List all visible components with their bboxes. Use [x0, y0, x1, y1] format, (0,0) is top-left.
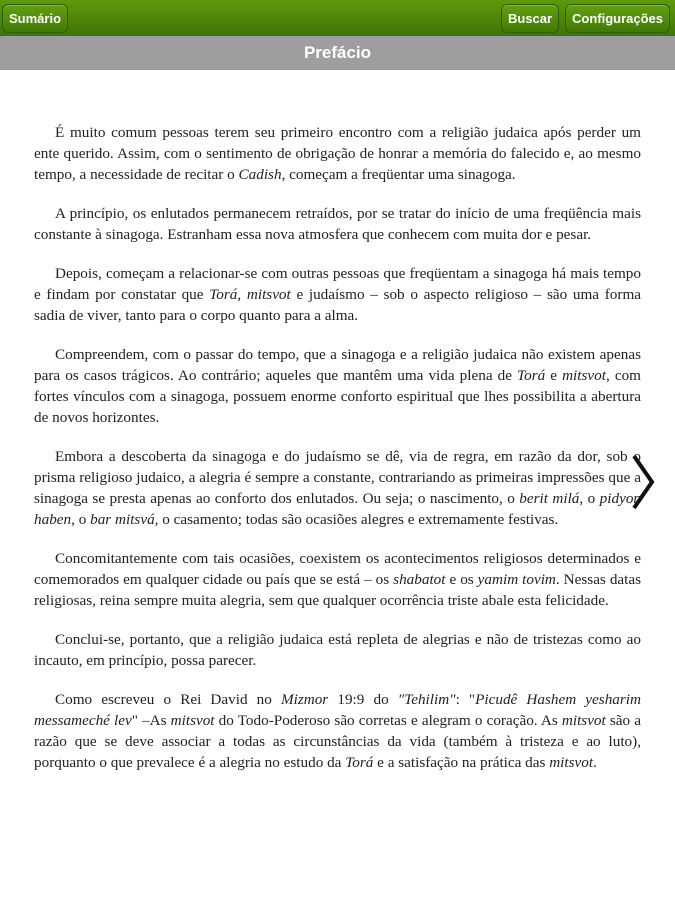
- text-run: , começam a freqüentar uma sinagoga.: [281, 166, 516, 183]
- text-run: , o casamento; todas são ocasiões alegres e extremamente festivas.: [154, 511, 559, 528]
- italic-term: yamim tovim: [477, 571, 556, 588]
- text-run: são a razão que se deve associar a todas as circunstâncias da vida (também à tristeza e ao luto), porquanto o que prevalece é a alegria no estudo da: [34, 712, 641, 771]
- settings-button[interactable]: Configurações: [565, 4, 670, 33]
- top-toolbar: [0, 0, 675, 36]
- italic-term: shabatot: [393, 571, 446, 588]
- text-run: do Todo-Poderoso são corretas e alegram o coração. As: [214, 712, 562, 729]
- paragraph: [34, 122, 641, 185]
- text-run: e judaísmo – sob o aspecto religioso – são uma forma sadia de viver, tanto para o corpo quanto para a alma.: [34, 286, 642, 324]
- chevron-right-icon[interactable]: [628, 452, 658, 512]
- text-run: , com fortes vínculos com a sinagoga, possuem enorme conforto espiritual que lhes possibilita a abertura de novos horizontes.: [34, 367, 641, 426]
- italic-term: mitsvot: [246, 286, 291, 303]
- italic-term: pidyon haben: [34, 490, 642, 528]
- italic-term: bar mitsvá: [90, 511, 155, 528]
- text-run: , o: [71, 511, 91, 528]
- paragraph: [34, 689, 641, 773]
- italic-term: mitsvot: [561, 712, 606, 729]
- italic-term: Picudê Hashem yesharim messameché lev: [34, 691, 641, 729]
- page-title: Prefácio: [0, 36, 675, 70]
- paragraph: [34, 629, 641, 671]
- paragraph: [34, 203, 641, 245]
- text-run: . Nessas datas religiosas, reina sempre muita alegria, sem que qualquer ocorrência triste abale esta felicidade.: [34, 571, 642, 609]
- italic-term: Cadish: [238, 166, 282, 183]
- paragraph: [34, 344, 641, 428]
- text-run: : ": [455, 691, 476, 708]
- text-run: " –As: [131, 712, 171, 729]
- text-run: Conclui-se, portanto, que a religião judaica está repleta de alegrias e não de tristezas como ao incauto, em princípio, possa parecer.: [34, 631, 641, 669]
- italic-term: Torá: [517, 367, 546, 384]
- italic-term: "Tehilim": [397, 691, 456, 708]
- text-run: ,: [237, 286, 247, 303]
- text-run: e: [545, 367, 563, 384]
- text-run: 19:9 do: [328, 691, 398, 708]
- text-run: Concomitantemente com tais ocasiões, coexistem os acontecimentos religiosos determinados e comemorados em qualquer cidade ou país que se está – os: [34, 550, 641, 588]
- text-run: e os: [445, 571, 478, 588]
- preface-text: [34, 122, 641, 791]
- italic-term: mitsvot: [562, 367, 606, 384]
- text-run: .: [593, 754, 597, 771]
- italic-term: Mizmor: [280, 691, 329, 708]
- italic-term: Torá: [209, 286, 238, 303]
- search-button[interactable]: Buscar: [501, 4, 559, 33]
- paragraph: [34, 263, 641, 326]
- paragraph: [34, 548, 641, 611]
- text-run: e a satisfação na prática das: [373, 754, 550, 771]
- italic-term: berit milá: [519, 490, 580, 507]
- paragraph: [34, 446, 641, 530]
- text-run: Embora a descoberta da sinagoga e do judaísmo se dê, via de regra, em razão da dor, sob o prisma religioso judaico, a alegria é sempre a constante, contrariando as primeiras impressões que a sinagoga se presta apenas ao conforto dos enlutados. Ou seja; o nascimento, o: [34, 448, 641, 507]
- text-run: A princípio, os enlutados permanecem retraídos, por se tratar do início de uma freqüência mais constante à sinagoga. Estranham essa nova atmosfera que conhecem com muita dor e pesar.: [34, 205, 641, 243]
- italic-term: Torá: [345, 754, 374, 771]
- text-run: Depois, começam a relacionar-se com outras pessoas que freqüentam a sinagoga há mais tempo e findam por constatar que: [34, 265, 641, 303]
- summary-button[interactable]: Sumário: [2, 4, 68, 33]
- text-run: Como escreveu o Rei David no: [55, 691, 281, 708]
- italic-term: mitsvot: [170, 712, 215, 729]
- text-run: , o: [579, 490, 600, 507]
- text-run: É muito comum pessoas terem seu primeiro encontro com a religião judaica após perder um ente querido. Assim, com o sentimento de obrigação de honrar a memória do falecido e, ao mesmo tempo, a necessidade de recitar o: [34, 124, 641, 183]
- italic-term: mitsvot: [549, 754, 594, 771]
- text-run: Compreendem, com o passar do tempo, que a sinagoga e a religião judaica não existem apenas para os casos trágicos. Ao contrário; aqueles que mantêm uma vida plena de: [34, 346, 641, 384]
